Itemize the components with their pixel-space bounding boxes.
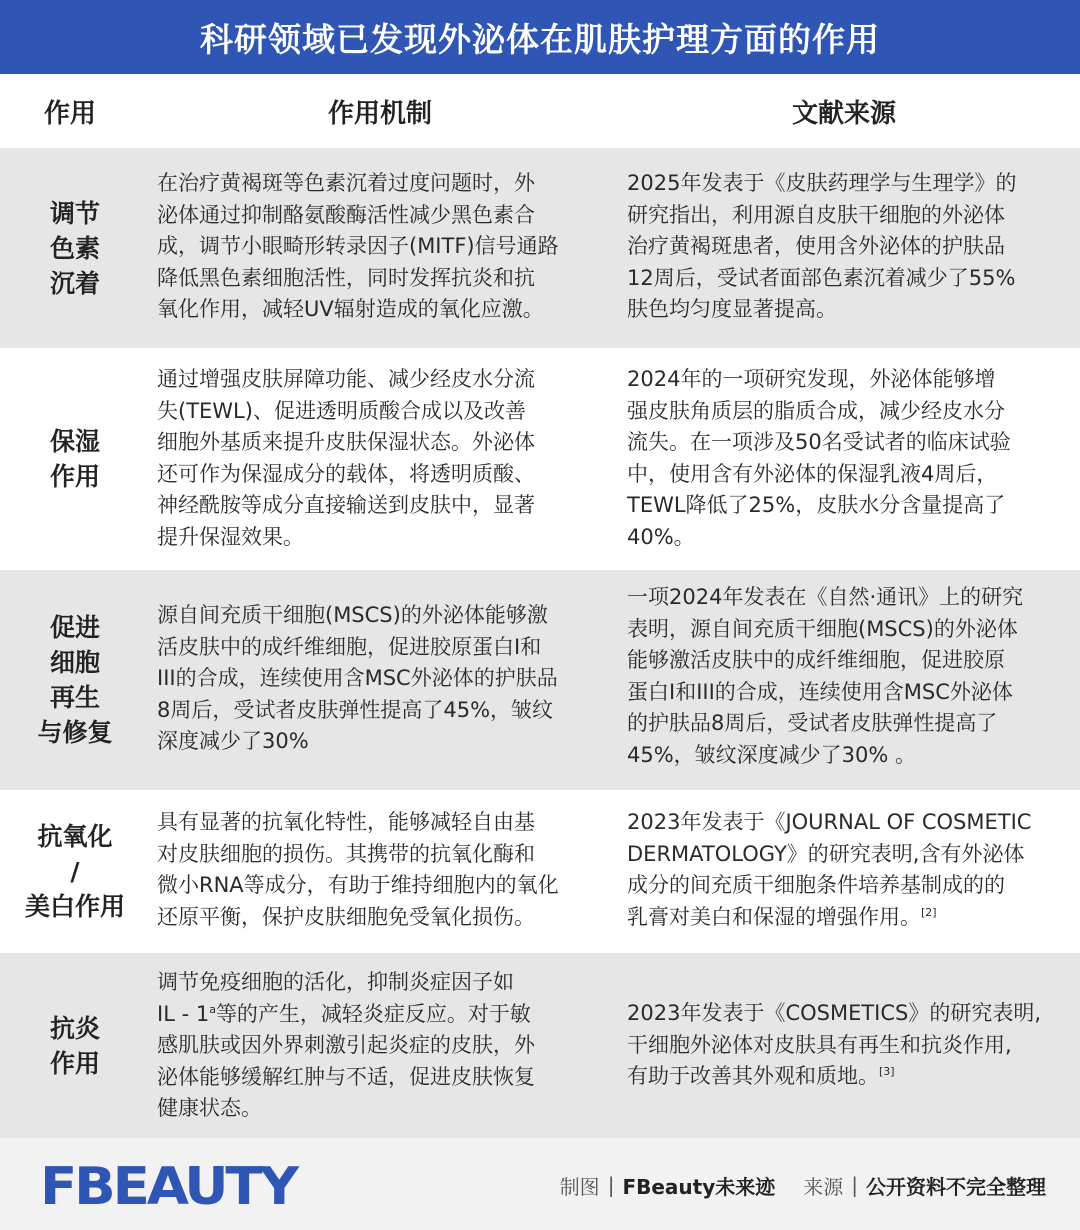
superscript: a [209, 1002, 216, 1016]
table-row [0, 790, 1080, 953]
source-line: 研究指出，利用源自皮肤干细胞的外泌体 [627, 202, 1005, 227]
source-line: 肤色均匀度显著提高。 [627, 297, 837, 321]
mechanism-text: 等的产生，减轻炎症反应。对于敏 [215, 1001, 531, 1026]
mechanism-line: 调节免疫细胞的活化，抑制炎症因子如 [157, 970, 514, 994]
mechanism-cell [157, 807, 609, 933]
separator: | [851, 1173, 858, 1197]
mechanism-line: 健康状态。 [157, 1096, 262, 1120]
source-line: 2023年发表于《JOURNAL OF COSMETIC [627, 810, 1032, 834]
row-label [20, 790, 130, 953]
table-row [0, 348, 1080, 570]
row-label-line: 作用 [49, 462, 100, 491]
made-by-label: 制图 [559, 1174, 600, 1199]
mechanism-cell [157, 364, 609, 553]
mechanism-line [157, 999, 609, 1031]
mechanism-line: 氧化作用，减轻UV辐射造成的氧化应激。 [157, 297, 544, 321]
mechanism-cell [157, 967, 609, 1125]
row-label-line: 促进 [49, 613, 100, 642]
mechanism-line: 通过增强皮肤屏障功能、减少经皮水分流 [157, 367, 535, 391]
source-cell [627, 807, 1075, 933]
mechanism-cell [157, 168, 609, 326]
brand-logo: FBEAUTY [40, 1157, 296, 1217]
source-line: 2023年发表于《COSMETICS》的研究表明, [627, 1001, 1042, 1025]
source-line: 中，使用含有外泌体的保湿乳液4周后， [627, 461, 998, 486]
mechanism-line: 具有显著的抗氧化特性，能够减轻自由基 [157, 810, 535, 834]
source-line: 干细胞外泌体对皮肤具有再生和抗炎作用, [627, 1032, 1012, 1057]
mechanism-line: 提升保湿效果。 [157, 524, 304, 549]
row-label-line: 抗氧化 [37, 822, 113, 851]
mechanism-line: 对皮肤细胞的损伤。其携带的抗氧化酶和 [157, 841, 535, 866]
source-line: 的护肤品8周后，受试者皮肤弹性提高了 [627, 711, 998, 735]
mechanism-line: 源自间充质干细胞(MSCS)的外泌体能够激 [157, 603, 548, 627]
mechanism-line: 失(TEWL)、促进透明质酸合成以及改善 [157, 398, 526, 423]
mechanism-line: 降低黑色素细胞活性，同时发挥抗炎和抗 [157, 265, 535, 290]
made-by-value: FBeauty未来迹 [622, 1174, 776, 1199]
mechanism-line: 成，调节小眼畸形转录因子(MITF)信号通路 [157, 234, 559, 258]
source-line: 2024年的一项研究发现，外泌体能够增 [627, 367, 996, 391]
row-label-line: 抗炎 [49, 1013, 100, 1043]
table-header [0, 74, 1080, 148]
row-label [20, 570, 130, 790]
row-label-line: 沉着 [49, 268, 100, 298]
source-line: 一项2024年发表在《自然·通讯》上的研究 [627, 585, 1024, 609]
mechanism-line: 泌体能够缓解红肿与不适，促进皮肤恢复 [157, 1064, 535, 1089]
row-label-line: 色素 [49, 233, 100, 263]
source-line: 表明，源自间充质干细胞(MSCS)的外泌体 [627, 616, 1018, 641]
source-line: TEWL降低了25%，皮肤水分含量提高了 [627, 493, 1006, 517]
mechanism-line: 神经酰胺等成分直接输送到皮肤中，显著 [157, 493, 535, 517]
source-line: DERMATOLOGY》的研究表明,含有外泌体 [627, 841, 1025, 866]
row-label [20, 953, 130, 1138]
source-line: 能够激活皮肤中的成纤维细胞，促进胶原 [627, 648, 1005, 672]
mechanism-line: 还原平衡，保护皮肤细胞免受氧化损伤。 [157, 904, 535, 929]
source-line: 治疗黄褐斑患者，使用含外泌体的护肤品 [627, 234, 1005, 258]
row-label-line: 调节 [49, 198, 100, 228]
row-label [20, 148, 130, 348]
row-label-line: 美白作用 [24, 892, 125, 921]
header-source: 文献来源 [792, 98, 897, 129]
mechanism-line: 微小RNA等成分，有助于维持细胞内的氧化 [157, 873, 559, 897]
source-cell [627, 364, 1075, 553]
source-line: 蛋白I和III的合成，连续使用含MSC外泌体 [627, 679, 1013, 704]
source-cell [627, 168, 1075, 326]
row-label-line: 作用 [49, 1048, 100, 1078]
footer [0, 1138, 1080, 1230]
source-line: 2025年发表于《皮肤药理学与生理学》的 [627, 171, 1017, 195]
table-row [0, 570, 1080, 790]
separator: | [607, 1173, 615, 1197]
header-mechanism: 作用机制 [328, 98, 433, 129]
source-cell [627, 998, 1075, 1093]
table-row [0, 953, 1080, 1138]
row-label-line: 再生 [49, 683, 100, 712]
source-value: 公开资料不完全整理 [866, 1174, 1046, 1199]
mechanism-line: 细胞外基质来提升皮肤保湿状态。外泌体 [157, 430, 535, 454]
source-line: 强皮肤角质层的脂质合成，减少经皮水分 [627, 398, 1005, 423]
mechanism-line: 泌体通过抑制酪氨酸酶活性减少黑色素合 [157, 202, 535, 227]
mechanism-line: III的合成，连续使用含MSC外泌体的护肤品 [157, 666, 558, 690]
header-effect: 作用 [44, 98, 97, 129]
mechanism-line: 感肌肤或因外界刺激引起炎症的皮肤，外 [157, 1033, 535, 1057]
mechanism-line: 还可作为保湿成分的载体，将透明质酸、 [157, 461, 535, 486]
source-label: 来源 [803, 1174, 844, 1199]
row-label-line: / [70, 857, 80, 886]
source-text: 乳膏对美白和保湿的增强作用。 [627, 904, 921, 929]
mechanism-line: 8周后，受试者皮肤弹性提高了45%，皱纹 [157, 697, 554, 722]
citation-ref: [2] [921, 905, 937, 919]
row-label-line: 与修复 [37, 718, 113, 747]
source-line: 成分的间充质干细胞条件培养基制成的的 [627, 873, 1005, 897]
source-line [627, 902, 1075, 934]
mechanism-cell [157, 600, 609, 758]
source-text: 有助于改善其外观和质地。 [627, 1064, 879, 1088]
citation-ref: [3] [879, 1065, 895, 1078]
source-line: 40%。 [627, 524, 695, 549]
mechanism-text: IL - 1 [157, 1001, 210, 1026]
credits [560, 1168, 1046, 1202]
source-line: 12周后，受试者面部色素沉着减少了55% [627, 265, 1016, 290]
page-title-text: 科研领域已发现外泌体在肌肤护理方面的作用 [200, 19, 880, 59]
mechanism-line: 活皮肤中的成纤维细胞，促进胶原蛋白I和 [157, 634, 542, 659]
source-line: 45%，皱纹深度减少了30% 。 [627, 742, 917, 767]
table-row [0, 148, 1080, 348]
source-line: 流失。在一项涉及50名受试者的临床试验 [627, 430, 1011, 454]
page-title [0, 0, 1080, 74]
row-label-line: 细胞 [49, 648, 100, 677]
row-label [20, 348, 130, 570]
mechanism-line: 在治疗黄褐斑等色素沉着过度问题时，外 [157, 171, 535, 195]
mechanism-line: 深度减少了30% [157, 729, 309, 753]
row-label-line: 保湿 [49, 427, 100, 456]
source-line [627, 1061, 1075, 1093]
source-cell [627, 582, 1075, 771]
